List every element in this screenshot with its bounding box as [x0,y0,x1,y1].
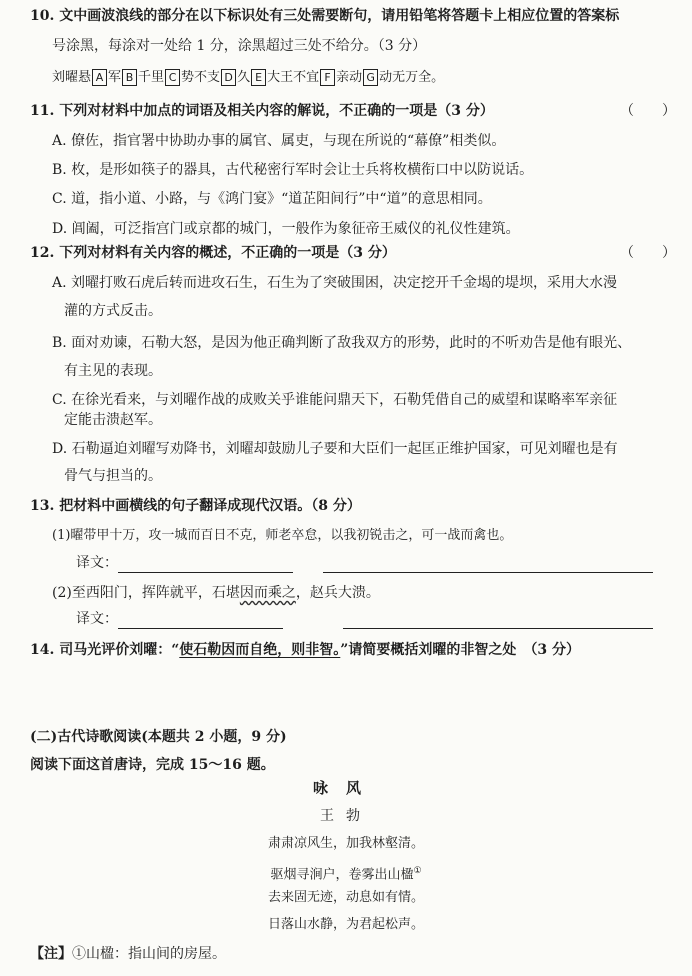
q13-translation-1-row [76,553,692,573]
q12-option-d-line2: 骨气与担当的。 [64,468,162,484]
q13-stem: 13. 把材料中画横线的句子翻译成现代汉语。（8 分） [30,498,361,514]
passage-segment: 久 [237,70,251,85]
q11-option-b: B. 枚，是形如筷子的器具，古代秘密行军时会让士兵将枚横衔口中以防说话。 [52,162,534,178]
translation-1-blank-a[interactable] [118,554,293,573]
q12-option-c-line2: 定能击溃赵军。 [64,412,162,428]
q12-stem: 12. 下列对材料有关内容的概述，不正确的一项是（3 分） [30,245,396,261]
poem-author: 王勃 [320,808,372,824]
break-mark-b[interactable]: B [122,69,137,86]
translation-2-blank-a[interactable] [118,610,283,629]
q10-line2: 号涂黑，每涂对一处给 1 分，涂黑超过三处不给分。（3 分） [52,38,427,54]
q12-option-b-line2: 有主见的表现。 [64,363,162,379]
translation-1-blank-b[interactable] [323,554,653,573]
break-mark-a[interactable]: A [92,69,107,86]
note-text: ①山楹：指山间的房屋。 [72,946,226,962]
poem-line-2 [0,861,692,885]
passage-segment: 亲动 [336,70,363,85]
sentence-2-part-b: 因而乘之 [239,585,296,601]
q12-option-a-line2: 灌的方式反击。 [64,303,162,319]
passage-segment: 刘曜悬 [52,70,92,85]
poem-title: 咏风 [312,779,379,797]
poem-line-3: 去来固无迹，动息如有情。 [267,890,424,905]
q13-sentence-2 [52,583,692,603]
poem-line-4: 日落山水静，为君起松声。 [267,917,424,932]
note-label: 【注】 [30,946,72,962]
translation-label: 译文： [76,555,118,571]
section-instruction: 阅读下面这首唐诗，完成 15～16 题。 [30,757,275,773]
q11-stem-text: 11. 下列对材料中加点的词语及相关内容的解说，不正确的一项是（3 分） [30,103,494,119]
q13-sentence-1: (1)曜带甲十万，攻一城而百日不克，师老卒怠，以我初锐击之，可一战而禽也。 [52,528,513,543]
sentence-2-part-c: ，赵兵大溃。 [295,585,380,601]
translation-2-blank-b[interactable] [343,610,653,629]
q12-option-a-line1: A. 刘曜打败石虎后转而进攻石生，石生为了突破围困，决定挖开千金堨的堤坝，采用大水漫 [52,275,618,291]
poem-note [30,944,692,964]
passage-segment: 势不支 [181,70,221,85]
poem-line-1: 肃肃凉风生，加我林壑清。 [267,836,424,851]
q14-stem-a: 14. 司马光评价刘曜：“ [30,642,180,658]
q12-option-b-line1: B. 面对劝谏，石勒大怒，是因为他正确判断了敌我双方的形势，此时的不听劝告是他有眼光、 [52,335,632,351]
footnote-marker: ① [413,866,422,876]
q10-passage [52,68,692,88]
q14-stem-b: 使石勒因而自绝，则非智。 [179,642,341,658]
poem-line-2-text: 驱烟寻涧户，卷雾出山楹 [270,867,414,883]
q14-stem-c: ”请简要概括刘曜的非智之处 （3 分） [340,642,580,658]
q12-option-d-line1: D. 石勒逼迫刘曜写劝降书，刘曜却鼓励儿子要和大臣们一起匡正维护国家，可见刘曜也是有 [52,441,618,457]
q12-answer-paren[interactable]: （ ） [620,245,676,261]
break-mark-g[interactable]: G [363,69,378,86]
section-heading: (二)古代诗歌阅读(本题共 2 小题，9 分) [30,729,287,745]
q12-option-c-line1: C. 在徐光看来，与刘曜作战的成败关乎谁能问鼎天下，石勒凭借自己的威望和谋略率军亲征 [52,392,618,408]
sentence-2-part-a: (2)至西阳门，挥阵就平，石堪 [52,585,240,601]
passage-segment: 千里 [138,70,165,85]
q13-translation-2-row [76,609,692,629]
passage-segment: 动无万全。 [379,70,445,85]
q11-answer-paren[interactable]: （ ） [620,103,676,119]
passage-segment: 大王不宜 [267,70,320,85]
q14-stem [30,640,692,660]
translation-label: 译文： [76,611,118,627]
passage-segment: 军 [108,70,122,85]
q11-option-a: A. 僚佐，指官署中协助办事的属官、属吏，与现在所说的“幕僚”相类似。 [52,133,506,149]
q11-option-c: C. 道，指小道、小路，与《鸿门宴》“道芷阳间行”中“道”的意思相同。 [52,191,492,207]
break-mark-e[interactable]: E [251,69,266,86]
q11-stem [30,101,692,121]
q11-option-d: D. 阊阖，可泛指宫门或京都的城门，一般作为象征帝王威仪的礼仪性建筑。 [52,221,520,237]
break-mark-d[interactable]: D [221,69,236,86]
break-mark-c[interactable]: C [165,69,180,86]
q10-line1: 10. 文中画波浪线的部分在以下标识处有三处需要断句，请用铅笔将答题卡上相应位置的答案标 [30,8,620,24]
break-mark-f[interactable]: F [320,69,335,86]
